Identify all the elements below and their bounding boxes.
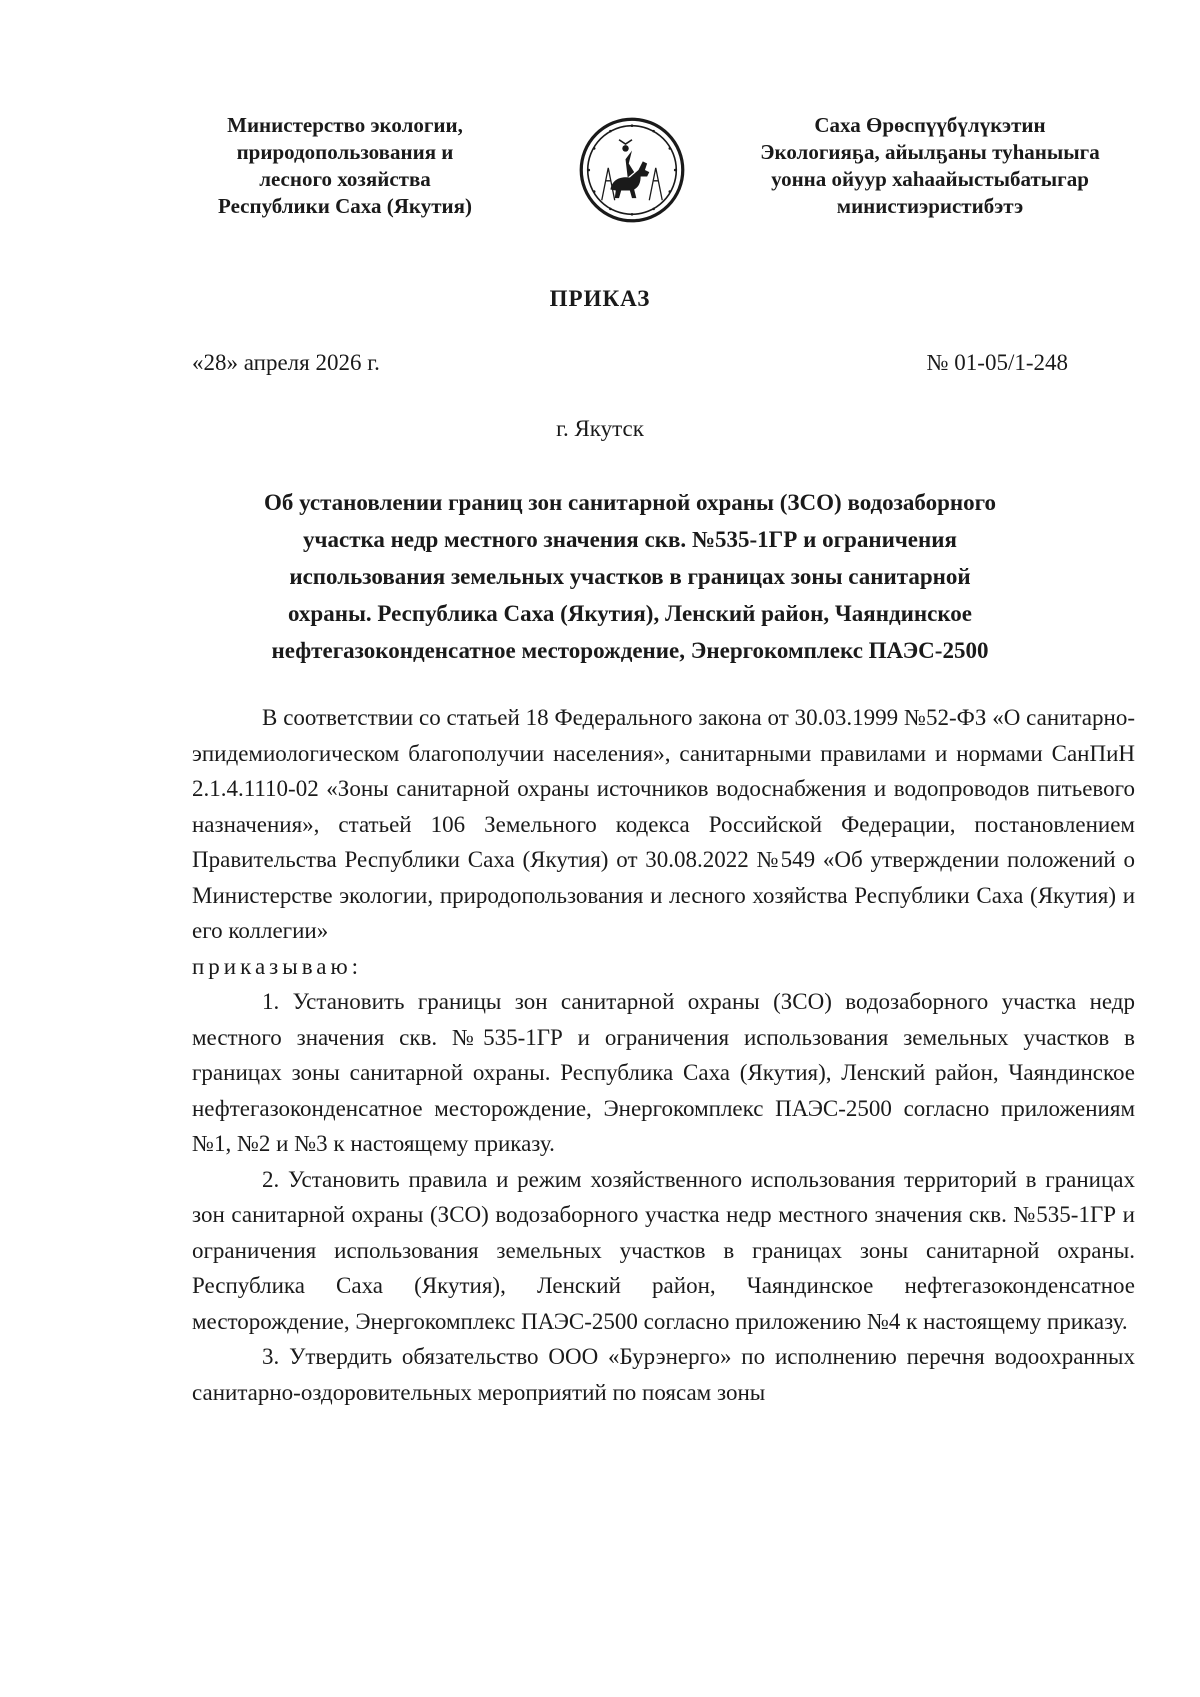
preamble-paragraph: В соответствии со статьей 18 Федерального закона от 30.03.1999 №52-ФЗ «О санитарно-эпидемиологическом благополучии населения», санитарными правилами и нормами СанПиН 2.1.4.1110-02 «Зоны санитарной охраны источников водоснабжения и водопроводов питьевого назначения», статьей 106 Земельного кодекса Российской Федерации, постановлением Правительства Республики Саха (Якутия) от 30.08.2022 №549 «Об утверждении положений о Министерстве экологии, природопользования и лесного хозяйства Республики Саха (Якутия) и его коллегии»	[192, 705, 1135, 943]
title-line: использования земельных участков в границах зоны санитарной	[289, 564, 971, 589]
document-type: ПРИКАЗ	[549, 286, 651, 311]
order-item-2: 2. Установить правила и режим хозяйственного использования территорий в границах зон санитарной охраны (ЗСО) водозаборного участка недр местного значения скв. №535-1ГР и ограничения использования земельных участков в границах зоны санитарной охраны. Республика Саха (Якутия), Ленский район, Чаяндинское нефтегазоконденсатное месторождение, Энергокомплекс ПАЭС-2500 согласно приложению №4 к настоящему приказу.	[192, 1166, 1135, 1334]
title-line: охраны. Республика Саха (Якутия), Ленский район, Чаяндинское	[288, 601, 972, 626]
ministry-name-line: лесного хозяйства	[259, 167, 431, 191]
command-word: приказываю:	[192, 953, 363, 979]
ministry-name-line: министиэристибэтэ	[836, 194, 1024, 218]
title-line: Об установлении границ зон санитарной охраны (ЗСО) водозаборного	[263, 490, 997, 515]
ministry-name-line: уонна ойуур хаһаайыстыбатыгар	[771, 167, 1089, 191]
ministry-name-line: Экологияҕа, айылҕаны туһаныыга	[760, 140, 1100, 164]
title-line: участка недр местного значения скв. №535-1ГР и ограничения	[303, 527, 957, 552]
ministry-name-line: природопользования и	[236, 140, 454, 164]
coat-of-arms-icon	[578, 116, 686, 224]
order-item-3: 3. Утвердить обязательство ООО «Бурэнерго» по исполнению перечня водоохранных санитарно-оздоровительных мероприятий по поясам зоны	[192, 1344, 1135, 1405]
ministry-name-russian	[180, 112, 510, 220]
document-body	[192, 700, 1135, 1410]
document-city: г. Якутск	[556, 416, 644, 441]
letterhead	[0, 112, 1200, 242]
document-date: «28» апреля 2026 г.	[192, 350, 380, 375]
document-title	[150, 484, 1110, 669]
document-number: № 01-05/1-248	[926, 350, 1068, 375]
order-item-1: 1. Установить границы зон санитарной охраны (ЗСО) водозаборного участка недр местного значения скв. №535-1ГР и ограничения использования земельных участков в границах зоны санитарной охраны. Республика Саха (Якутия), Ленский район, Чаяндинское нефтегазоконденсатное месторождение, Энергокомплекс ПАЭС-2500 согласно приложениям №1, №2 и №3 к настоящему приказу.	[192, 989, 1135, 1156]
ministry-name-line: Министерство экологии,	[227, 113, 463, 137]
title-line: нефтегазоконденсатное месторождение, Энергокомплекс ПАЭС-2500	[271, 638, 989, 663]
ministry-name-yakut	[735, 112, 1125, 220]
ministry-name-line: Саха Өрөспүүбүлүкэтин	[814, 113, 1046, 137]
ministry-name-line: Республики Саха (Якутия)	[218, 194, 472, 218]
